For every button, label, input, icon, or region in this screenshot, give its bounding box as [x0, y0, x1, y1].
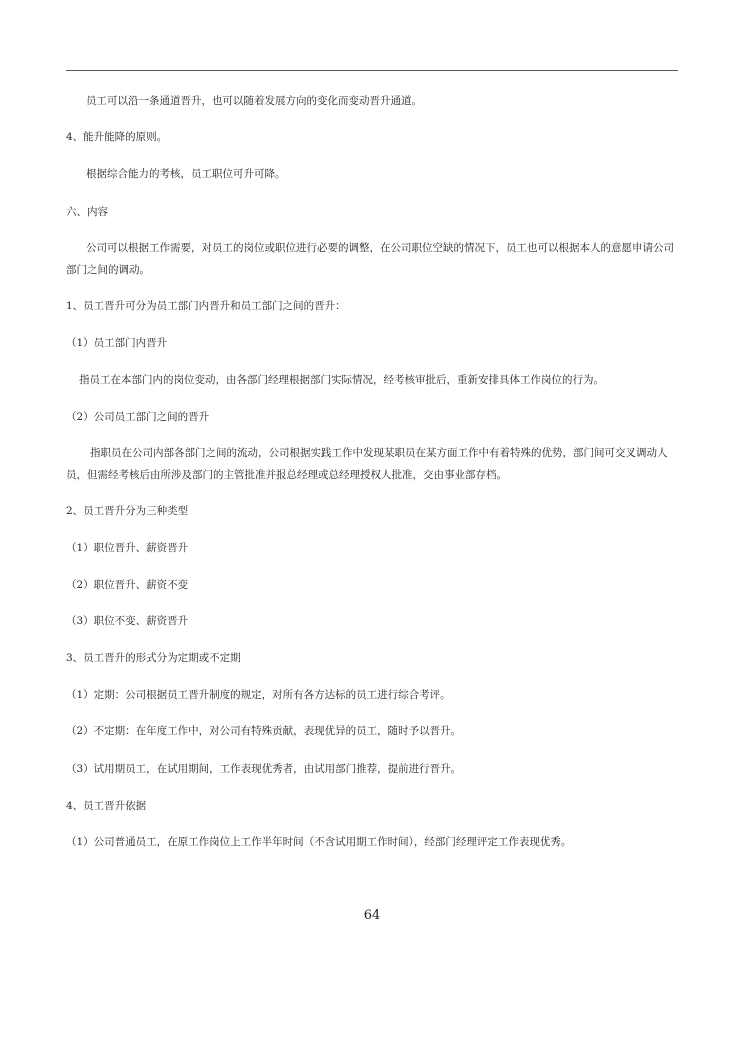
section-heading: 2、员工晋升分为三种类型	[66, 505, 189, 517]
list-item: （1）公司普通员工，在原工作岗位上工作半年时间（不含试用期工作时间），经部门经理评定工作表现优秀。	[66, 836, 572, 848]
paragraph: 指职员在公司内部各部门之间的流动，公司根据实践工作中发现某职员在某方面工作中有着特殊的优势，部门间可交叉调动人员，但需经考核后由所涉及部门的主管批准并报总经理或总经理授权人批准，交由事业部存档。	[66, 447, 668, 481]
list-item: （3）职位不变、薪资晋升	[66, 615, 189, 627]
section-heading: 4、员工晋升依据	[66, 800, 147, 812]
list-item: （3）试用期员工，在试用期间，工作表现优秀者，由试用部门推荐，提前进行晋升。	[66, 763, 462, 775]
paragraph: 指员工在本部门内的岗位变动，由各部门经理根据部门实际情况，经考核审批后，重新安排具体工作岗位的行为。	[79, 374, 604, 386]
sub-heading: （1）员工部门内晋升	[66, 337, 168, 349]
list-item: （2）职位晋升、薪资不变	[66, 579, 189, 591]
list-item: （1）职位晋升、薪资晋升	[66, 542, 189, 554]
section-heading: 4、能升能降的原则。	[66, 131, 168, 143]
paragraph: 员工可以沿一条通道晋升，也可以随着发展方向的变化而变动晋升通道。	[86, 95, 422, 107]
section-heading: 六、内容	[66, 206, 108, 218]
paragraph: 公司可以根据工作需要，对员工的岗位或职位进行必要的调整，在公司职位空缺的情况下，员工也可以根据本人的意愿申请公司部门之间的调动。	[66, 242, 674, 276]
list-item: （2）不定期：在年度工作中，对公司有特殊贡献，表现优异的员工，随时予以晋升。	[66, 725, 462, 737]
header-rule	[66, 70, 678, 71]
paragraph: 根据综合能力的考核，员工职位可升可降。	[86, 168, 286, 180]
sub-heading: （2）公司员工部门之间的晋升	[66, 411, 210, 423]
section-heading: 3、员工晋升的形式分为定期或不定期	[66, 652, 241, 664]
page-number: 64	[363, 908, 381, 923]
list-item: （1）定期：公司根据员工晋升制度的规定，对所有各方达标的员工进行综合考评。	[66, 689, 451, 701]
section-heading: 1、员工晋升可分为员工部门内晋升和员工部门之间的晋升：	[66, 300, 346, 312]
